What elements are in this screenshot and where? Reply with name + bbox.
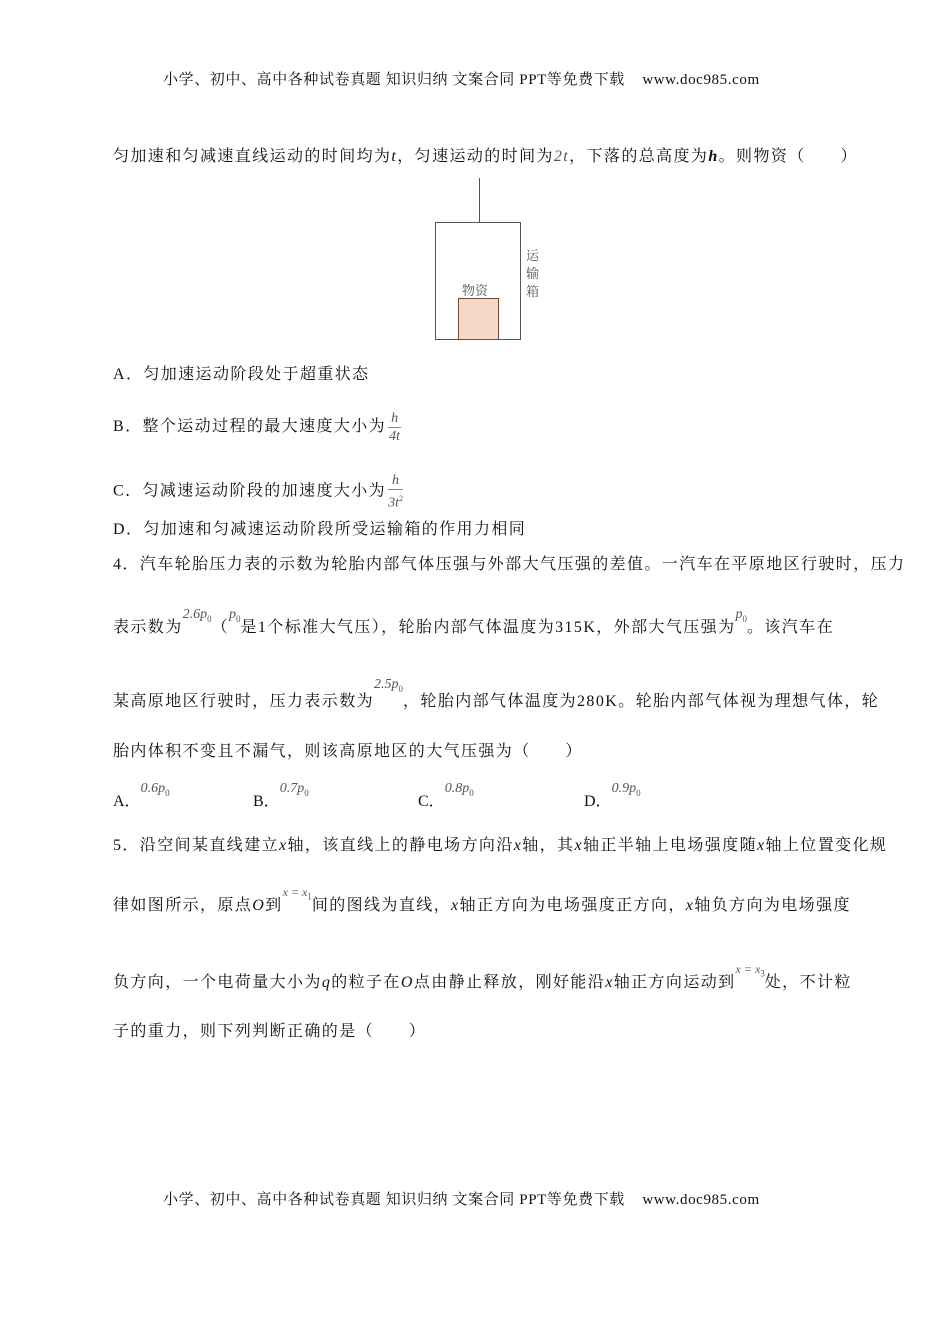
q4-option-c: C．$0.8p_0$ bbox=[418, 781, 474, 810]
header-text: 小学、初中、高中各种试卷真题 知识归纳 文案合同 PPT等免费下载 bbox=[163, 72, 625, 88]
q4-option-a: A．$0.6p_0$ bbox=[113, 781, 170, 810]
q4-option-d: D．$0.9p_0$ bbox=[584, 781, 641, 810]
rope bbox=[479, 178, 480, 222]
q3-stem: 匀加速和匀减速直线运动的时间均为t，匀速运动的时间为2t，下落的总高度为h。则物资（ ） bbox=[113, 148, 858, 165]
fraction: $\frac{h}{4t}$ bbox=[389, 411, 401, 444]
q5-line-1: 5．沿空间某直线建立x轴，该直线上的静电场方向沿x轴，其x轴正半轴上电场强度随x轴上位置变化规 bbox=[113, 837, 888, 854]
page-footer bbox=[163, 1190, 760, 1210]
q4-line-1: 4．汽车轮胎压力表的示数为轮胎内部气体压强与外部大气压强的差值。一汽车在平原地区行驶时，压力 bbox=[113, 556, 906, 573]
box-label: 运输箱 bbox=[526, 249, 540, 300]
cargo-label: 物资 bbox=[462, 284, 489, 299]
q5-line-3: 负方向，一个电荷量大小为q的粒子在O点由静止释放，刚好能沿x轴正方向运动到$^{x = x_3}$处，不计粒 bbox=[113, 962, 852, 991]
cargo-block bbox=[458, 298, 499, 340]
header-site: www.doc985.com bbox=[642, 72, 760, 88]
q4-line-4: 胎内体积不变且不漏气，则该高原地区的大气压强为（ ） bbox=[113, 743, 583, 760]
footer-text: 小学、初中、高中各种试卷真题 知识归纳 文案合同 PPT等免费下载 bbox=[163, 1192, 625, 1208]
footer-site: www.doc985.com bbox=[642, 1192, 760, 1208]
q5-line-4: 子的重力，则下列判断正确的是（ ） bbox=[113, 1023, 427, 1040]
page-header bbox=[163, 70, 760, 90]
q4-line-3: 某高原地区行驶时，压力表示数为$2.5p_0$，轮胎内部气体温度为280K。轮胎内部气体视为理想气体，轮 bbox=[113, 677, 880, 710]
q5-line-2: 律如图所示，原点O到$^{x = x_1}$间的图线为直线，x轴正方向为电场强度正方向，x轴负方向为电场强度 bbox=[113, 885, 851, 914]
fraction: $\frac{h}{3t^2}$ bbox=[388, 473, 403, 511]
q4-line-2: 表示数为$2.6p_0(p_0$是1个标准大气压），轮胎内部气体温度为315K，外部大气压强为$p_0$。该汽车在 bbox=[113, 607, 834, 636]
q3-option-a: A．匀加速运动阶段处于超重状态 bbox=[113, 366, 370, 383]
q3-option-b: B．整个运动过程的最大速度大小为 $\frac{h}{4t}$ bbox=[113, 411, 401, 444]
q3-option-d: D．匀加速和匀减速运动阶段所受运输箱的作用力相同 bbox=[113, 521, 527, 538]
q4-option-b: B．$0.7p_0$ bbox=[253, 781, 309, 810]
q3-option-c: C．匀减速运动阶段的加速度大小为 $\frac{h}{3t^2}$ bbox=[113, 473, 403, 511]
